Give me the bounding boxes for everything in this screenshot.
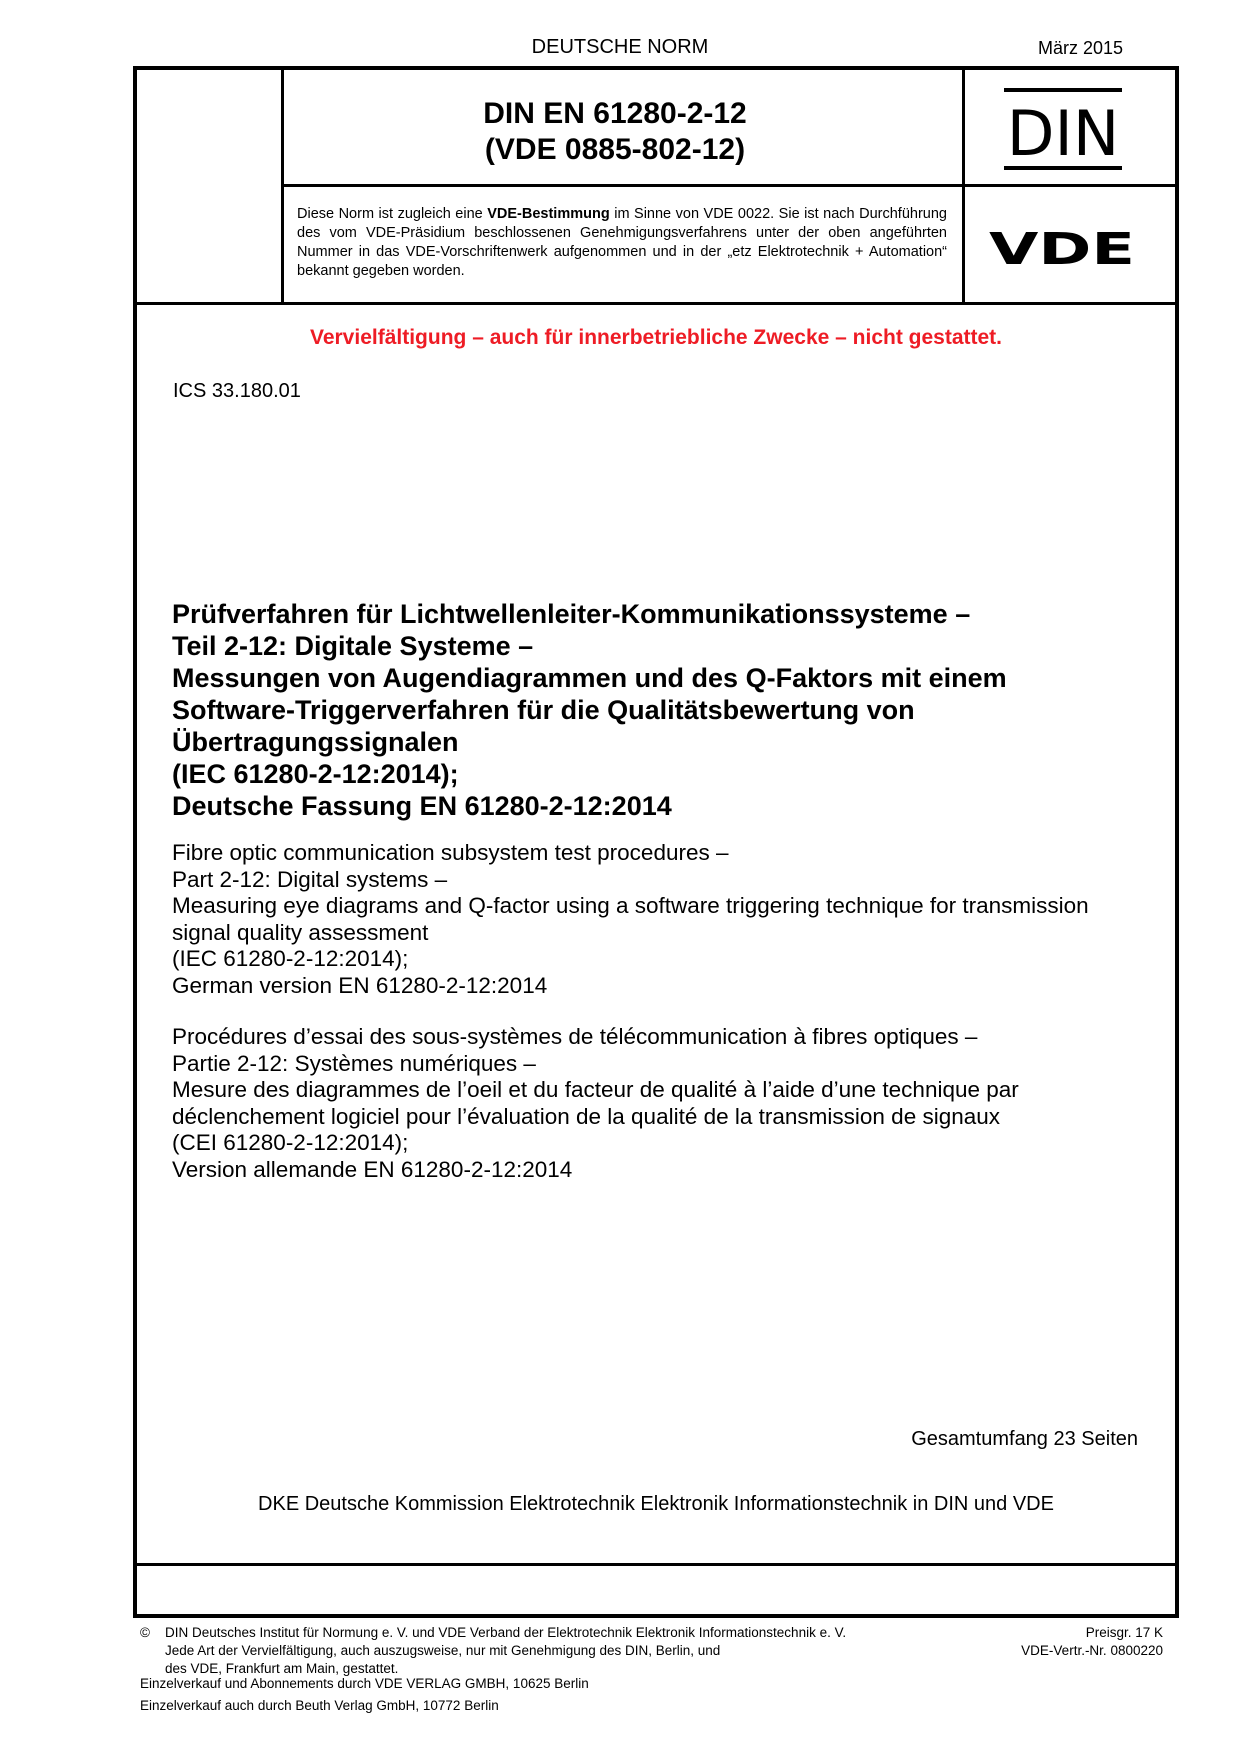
ics-code: ICS 33.180.01 [173,380,301,402]
title-german-line: Software-Triggerverfahren für die Qualitätsbewertung von [172,695,915,725]
frame-divider-logos [962,184,1177,187]
frame-divider-mid [281,184,965,187]
vde-number: (VDE 0885-802-12) [484,133,746,166]
vde-notice-text-end: im Sinne von VDE 0022. Sie ist nach Durchführung des vom VDE-Präsidium beschlossenen Genehmigungsverfahrens unter der oben angeführten Nummer in das VDE-Vorschriftenwerk aufgenommen und in der „etz Elektrotechnik + Automation“ bekannt gegeben worden. [297,206,947,279]
copyright-notice [165,1624,935,1678]
price-info [1021,1624,1163,1660]
sales-line: Einzelverkauf und Abonnements durch VDE VERLAG GMBH, 10625 Berlin [140,1676,589,1691]
total-pages: Gesamtumfang 23 Seiten [911,1428,1138,1450]
vde-notice-text-start: Diese Norm ist zugleich eine [297,206,488,222]
title-german-line: Deutsche Fassung EN 61280-2-12:2014 [172,791,672,821]
title-german-line: Teil 2-12: Digitale Systeme – [172,631,534,661]
copy-warning: Vervielfältigung – auch für innerbetriebliche Zwecke – nicht gestattet. [309,326,1002,349]
title-german-line: Übertragungssignalen [172,727,459,757]
title-english-line: Measuring eye diagrams and Q-factor using a software triggering technique for transmission [172,893,1089,918]
vde-notice [297,205,947,281]
title-french-line: Version allemande EN 61280-2-12:2014 [172,1156,573,1182]
copyright-line: des VDE, Frankfurt am Main, gestattet. [165,1661,399,1676]
publication-date: März 2015 [1037,38,1123,58]
standard-number-block [280,96,950,168]
title-english-line: signal quality assessment [172,919,429,945]
title-german-line: Messungen von Augendiagrammen und des Q-Faktors mit einem [172,663,1007,693]
frame-divider-header-bottom [135,302,1177,305]
document-type: DEUTSCHE NORM [531,36,709,58]
committee-line: DKE Deutsche Kommission Elektrotechnik Elektronik Informationstechnik in DIN und VDE [258,1493,1054,1515]
title-french [172,1024,1152,1183]
sales-line: Einzelverkauf auch durch Beuth Verlag GmbH, 10772 Berlin [140,1698,499,1713]
vde-logo-text: VDE [989,228,1135,270]
title-english-line: German version EN 61280-2-12:2014 [172,972,548,998]
title-french-line: Procédures d’essai des sous-systèmes de télécommunication à fibres optiques – [172,1024,978,1049]
title-german-line: (IEC 61280-2-12:2014); [172,759,459,789]
title-french-line: déclenchement logiciel pour l’évaluation de la qualité de la transmission de signaux [172,1103,1001,1129]
sales-info [140,1675,940,1715]
copyright-line: Jede Art der Vervielfältigung, auch auszugsweise, nur mit Genehmigung des DIN, Berlin, und [165,1643,721,1658]
din-logo-text: DIN [1006,97,1120,170]
vde-notice-bold: VDE-Bestimmung [487,206,610,222]
price-group: Preisgr. 17 K [1085,1625,1163,1640]
copyright-line: DIN Deutsches Institut für Normung e. V. und VDE Verband der Elektrotechnik Elektronik Informationstechnik e. V. [165,1625,847,1640]
title-english [172,840,1152,999]
title-french-line: Mesure des diagrammes de l’oeil et du facteur de qualité à l’aide d’une technique par [172,1077,1019,1102]
title-french-line: (CEI 61280-2-12:2014); [172,1130,409,1155]
standard-number: DIN EN 61280-2-12 [483,97,747,130]
vde-order-number: VDE-Vertr.-Nr. 0800220 [1021,1643,1163,1658]
title-german-line: Prüfverfahren für Lichtwellenleiter-Kommunikationssysteme – [172,599,971,629]
frame-divider-bottom [135,1563,1177,1566]
title-english-line: (IEC 61280-2-12:2014); [172,946,409,971]
title-french-line: Partie 2-12: Systèmes numériques – [172,1050,536,1076]
vde-logo [987,228,1137,275]
copyright-symbol: © [140,1625,150,1640]
title-english-line: Part 2-12: Digital systems – [172,866,448,892]
din-logo [1004,88,1122,175]
title-german [172,598,1152,822]
title-english-line: Fibre optic communication subsystem test procedures – [172,840,729,865]
